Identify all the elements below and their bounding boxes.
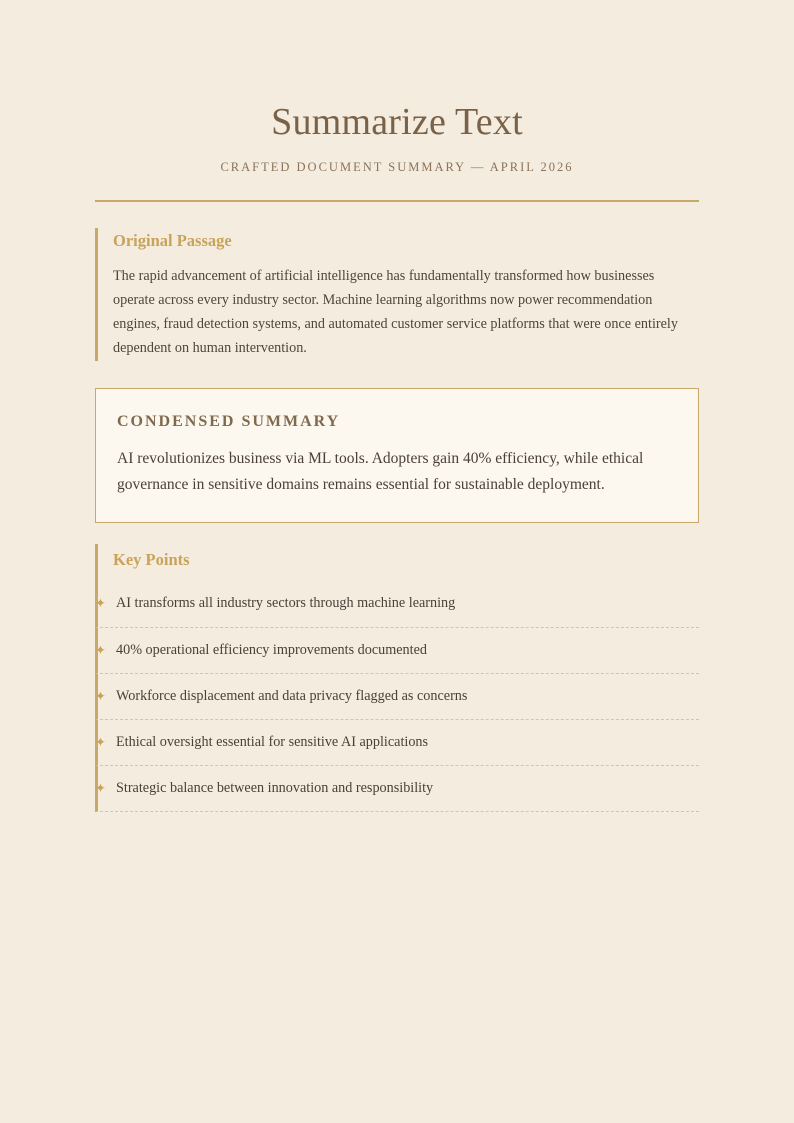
key-point-item — [95, 720, 699, 766]
original-passage-heading: Original Passage — [113, 231, 232, 250]
key-point-text: Workforce displacement and data privacy flagged as concerns — [116, 688, 468, 704]
key-points-heading: Key Points — [113, 550, 190, 569]
original-passage-text: The rapid advancement of artificial intelligence has fundamentally transformed how businesses operate across every industry sector. Machine learning algorithms now power recommendation engines, fraud detection systems, and automated customer service platforms that were once entirely dependent on human intervention. — [113, 268, 678, 356]
four-point-star-icon: ✦ — [95, 781, 106, 796]
key-point-text: Strategic balance between innovation and responsibility — [116, 780, 434, 796]
key-points-section — [95, 544, 699, 812]
four-point-star-icon: ✦ — [95, 596, 106, 611]
key-point-item — [95, 674, 699, 720]
four-point-star-icon: ✦ — [95, 689, 106, 704]
key-point-item — [95, 628, 699, 674]
key-point-text: AI transforms all industry sectors through machine learning — [116, 595, 456, 611]
condensed-summary-box — [95, 388, 699, 523]
page-title: Summarize Text — [271, 101, 523, 143]
key-point-text: 40% operational efficiency improvements documented — [116, 642, 427, 658]
original-passage-section — [95, 228, 699, 361]
key-points-list — [95, 580, 699, 812]
key-point-item — [95, 580, 699, 628]
four-point-star-icon: ✦ — [95, 643, 106, 658]
header-divider — [95, 200, 699, 202]
key-points-heading-wrap — [95, 544, 699, 580]
four-point-star-icon: ✦ — [95, 735, 106, 750]
condensed-summary-text: AI revolutionizes business via ML tools. Adopters gain 40% efficiency, while ethical governance in sensitive domains remains essential for sustainable deployment. — [117, 450, 644, 493]
condensed-summary-heading: CONDENSED SUMMARY — [117, 413, 341, 430]
key-point-item — [95, 766, 699, 812]
page-subtitle: CRAFTED DOCUMENT SUMMARY — APRIL 2026 — [220, 160, 574, 174]
key-point-text: Ethical oversight essential for sensitive AI applications — [116, 734, 429, 750]
